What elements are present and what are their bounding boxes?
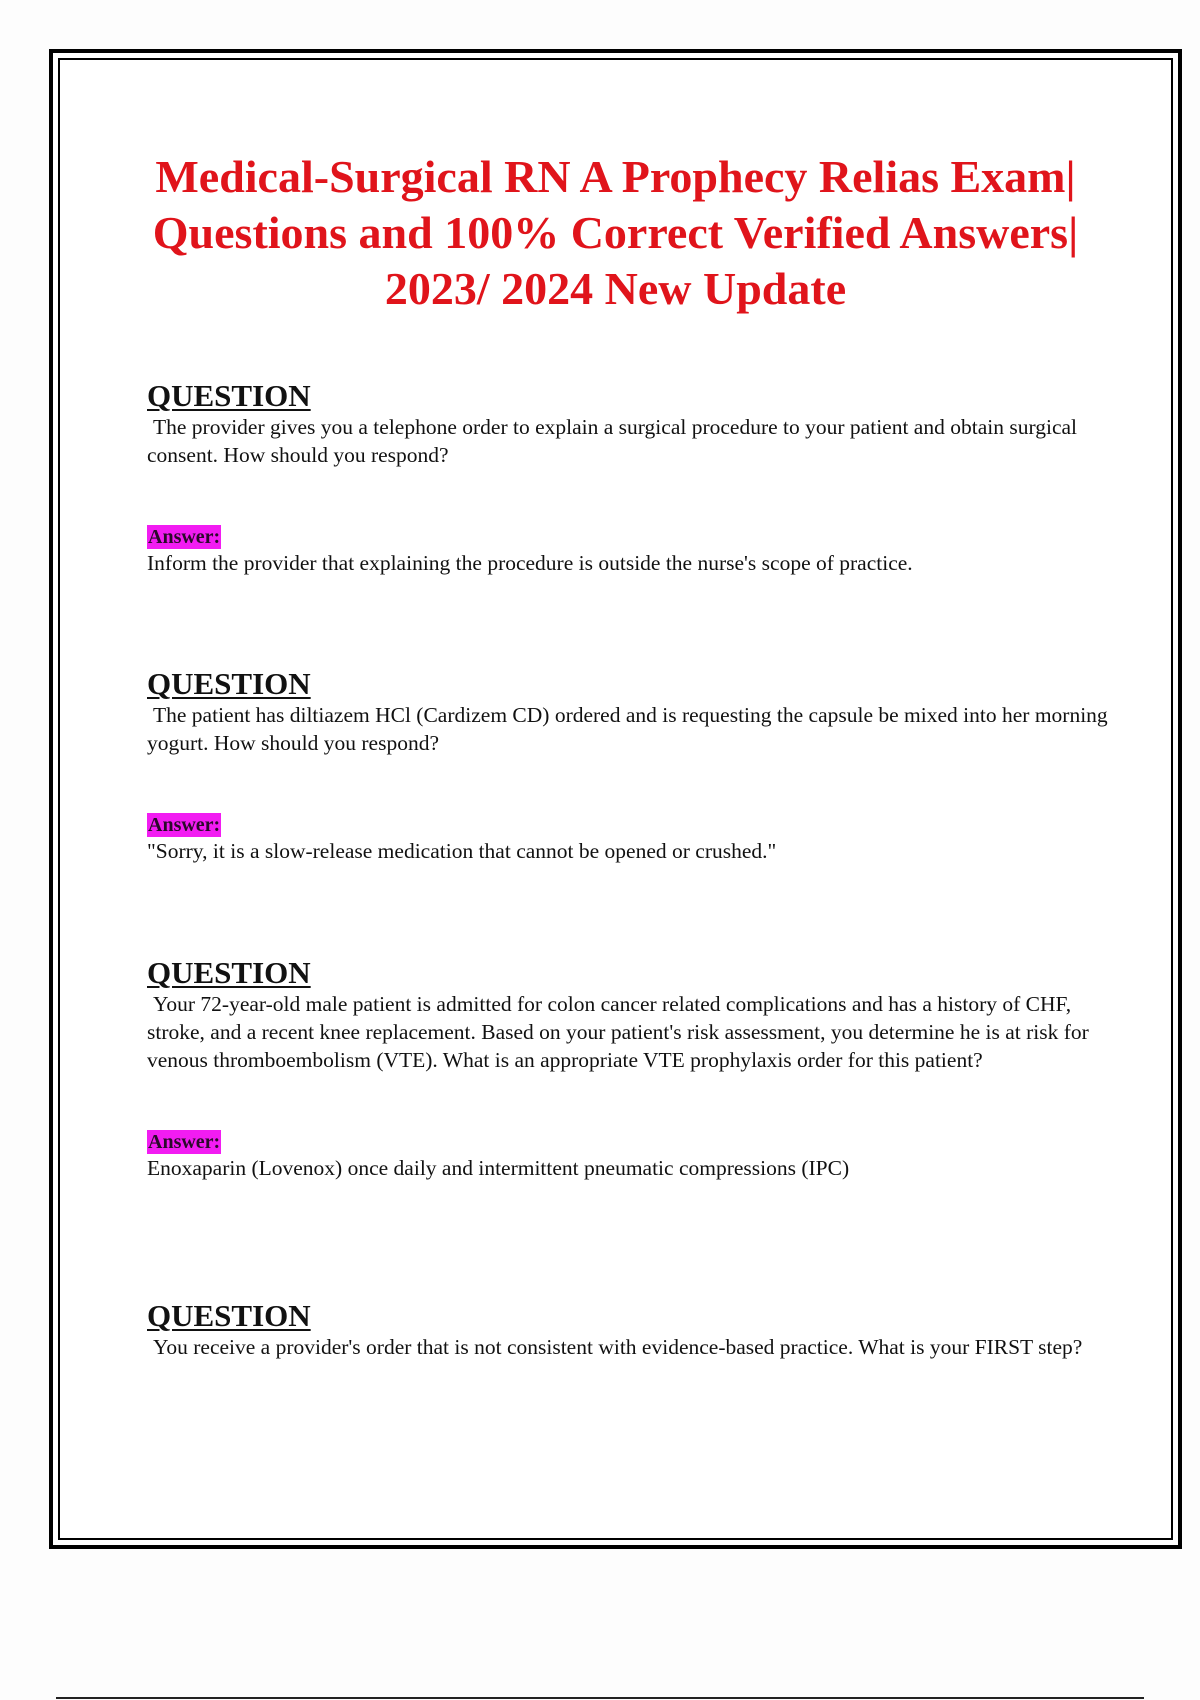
answer-text: Enoxaparin (Lovenox) once daily and intermittent pneumatic compressions (IPC)	[147, 1156, 850, 1180]
answer-label: Answer:	[148, 526, 221, 548]
qa-item-4	[147, 1299, 1127, 1361]
question-heading: QUESTION	[147, 666, 311, 701]
page-frame	[49, 49, 1182, 1549]
qa-item-3	[147, 956, 1127, 1182]
footer-divider	[56, 1697, 1144, 1699]
question-heading: QUESTION	[147, 955, 311, 990]
question-text: The provider gives you a telephone order to explain a surgical procedure to your patient and obtain surgical consent. How should you respond?	[147, 415, 1078, 467]
document-title: Medical-Surgical RN A Prophecy Relias Exam| Questions and 100% Correct Verified Answers| 2023/ 2024 New Update	[152, 151, 1079, 314]
question-text: The patient has diltiazem HCl (Cardizem CD) ordered and is requesting the capsule be mixed into her morning yogurt. How should you respond?	[147, 703, 1108, 755]
question-text: You receive a provider's order that is not consistent with evidence-based practice. What is your FIRST step?	[153, 1335, 1083, 1359]
question-heading: QUESTION	[147, 378, 311, 413]
answer-text: Inform the provider that explaining the procedure is outside the nurse's scope of practice.	[147, 551, 913, 575]
qa-item-2	[147, 667, 1127, 865]
qa-item-1	[147, 379, 1127, 577]
answer-label: Answer:	[148, 1131, 221, 1153]
question-text: Your 72-year-old male patient is admitted for colon cancer related complications and has a history of CHF, stroke, and a recent knee replacement. Based on your patient's risk assessment, you determine he is at risk for venous thromboembolism (VTE). What is an appropriate VTE prophylaxis order for this patient?	[147, 992, 1089, 1072]
question-heading: QUESTION	[147, 1298, 311, 1333]
answer-label: Answer:	[148, 814, 221, 836]
answer-text: "Sorry, it is a slow-release medication that cannot be opened or crushed."	[147, 839, 777, 863]
